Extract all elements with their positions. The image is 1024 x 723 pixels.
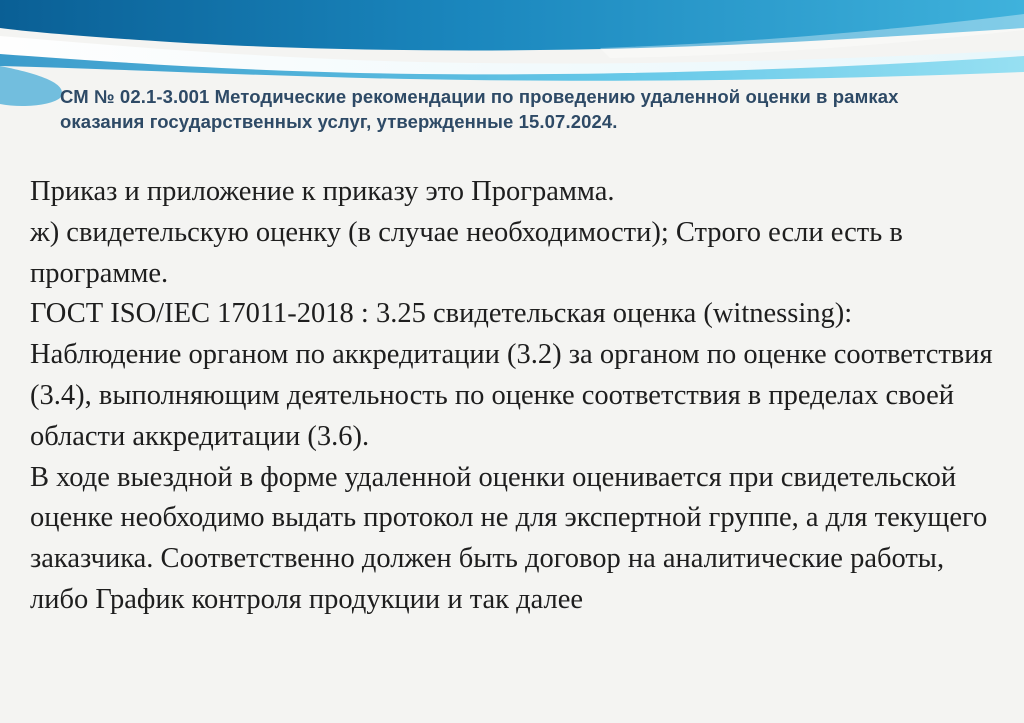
paragraph-witness-assessment: ж) свидетельскую оценку (в случае необходимости); Строго если есть в программе. — [30, 216, 903, 289]
wave-left-tail — [0, 66, 62, 106]
paragraph-gost-definition: ГОСТ ISO/IEC 17011-2018 : 3.25 свидетельская оценка (witnessing): Наблюдение органом по аккредитации (3.2) за органом по оценке соответствия (3.4), выполняющим деятельность по оценке соответствия в пределах своей области аккредитации (3.6). — [30, 298, 993, 452]
paragraph-remote-assessment: В ходе выездной в форме удаленной оценки оценивается при свидетельской оценке необходимо выдать протокол не для экспертной группе, а для текущего заказчика. Соответственно должен быть договор на аналитические работы, либо График контроля продукции и так далее — [30, 461, 988, 615]
slide-body — [30, 172, 1005, 621]
slide-title: СМ № 02.1-3.001 Методические рекомендации по проведению удаленной оценки в рамках оказания государственных услуг, утвержденные 15.07.2024. — [60, 86, 899, 132]
paragraph-program: Приказ и приложение к приказу это Программа. — [30, 176, 615, 207]
